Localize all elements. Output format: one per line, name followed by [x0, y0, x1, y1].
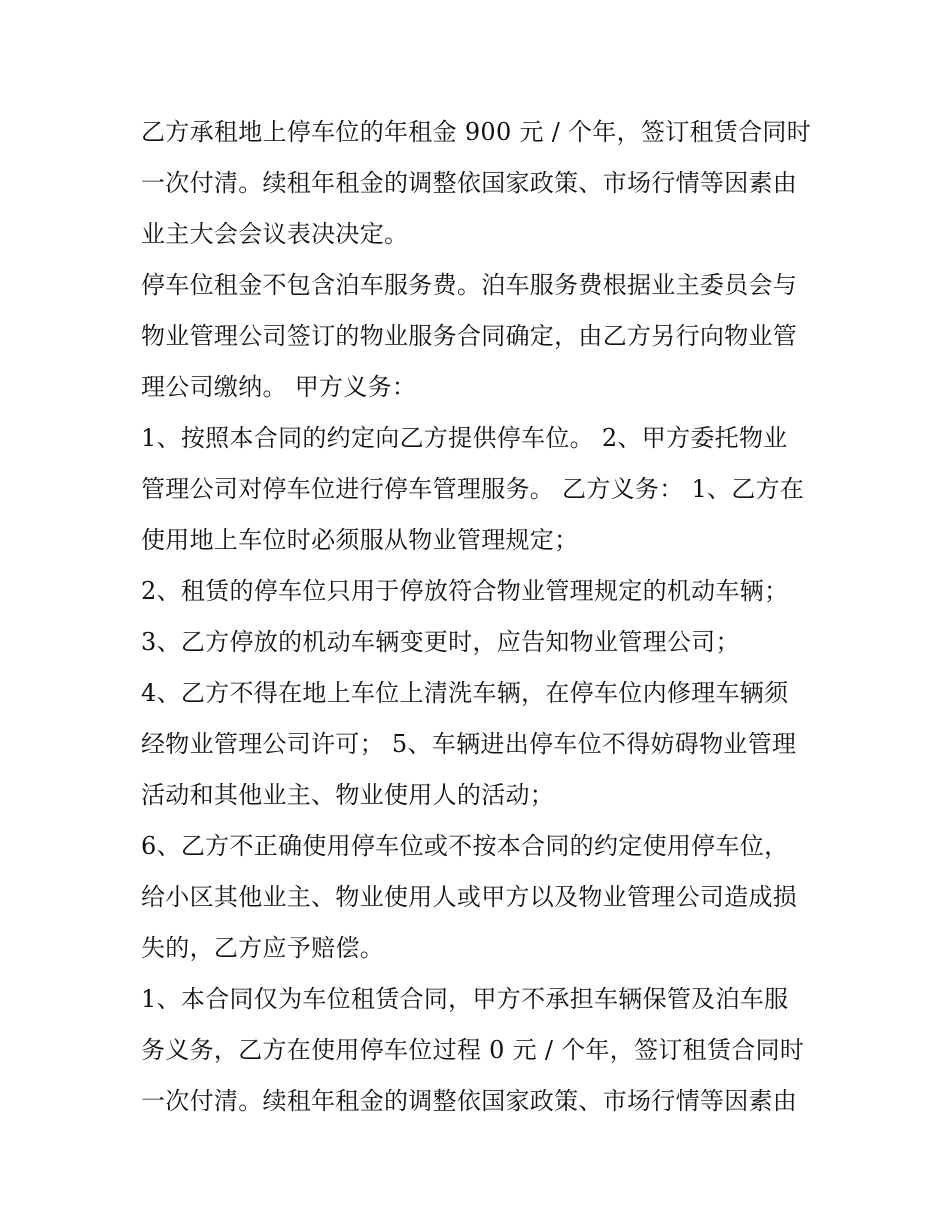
text-line: 业主大会会议表决决定。: [141, 220, 409, 248]
text-line: 2、租赁的停车位只用于停放符合物业管理规定的机动车辆；: [141, 577, 789, 605]
text-line: 乙方承租地上停车位的年租金 900 元 / 个年，签订租赁合同时: [141, 118, 812, 146]
text-line: 失的，乙方应予赔偿。: [141, 934, 384, 962]
text-line: 1、本合同仅为车位租赁合同，甲方不承担车辆保管及泊车服: [141, 985, 789, 1013]
text-line: 经物业管理公司许可； 5、车辆进出停车位不得妨碍物业管理: [141, 730, 797, 758]
text-line: 理公司缴纳。 甲方义务：: [141, 373, 417, 401]
text-line: 活动和其他业主、物业使用人的活动；: [141, 781, 555, 809]
text-line: 1、按照本合同的约定向乙方提供停车位。 2、甲方委托物业: [141, 424, 788, 452]
text-line: 务义务，乙方在使用停车位过程 0 元 / 个年，签订租赁合同时: [141, 1036, 805, 1064]
document-body: [141, 107, 821, 1127]
text-line: 一次付清。续租年租金的调整依国家政策、市场行情等因素由: [141, 169, 798, 197]
text-line: 停车位租金不包含泊车服务费。泊车服务费根据业主委员会与: [141, 271, 798, 299]
text-line: 6、乙方不正确使用停车位或不按本合同的约定使用停车位，: [141, 832, 789, 860]
text-line: 一次付清。续租年租金的调整依国家政策、市场行情等因素由: [141, 1087, 798, 1115]
text-line: 管理公司对停车位进行停车管理服务。 乙方义务： 1、乙方在: [141, 475, 805, 503]
text-line: 使用地上车位时必须服从物业管理规定；: [141, 526, 579, 554]
text-line: 物业管理公司签订的物业服务合同确定，由乙方另行向物业管: [141, 322, 798, 350]
text-line: 给小区其他业主、物业使用人或甲方以及物业管理公司造成损: [141, 883, 798, 911]
text-line: 3、乙方停放的机动车辆变更时，应告知物业管理公司；: [141, 628, 740, 656]
text-line: 4、乙方不得在地上车位上清洗车辆，在停车位内修理车辆须: [141, 679, 789, 707]
